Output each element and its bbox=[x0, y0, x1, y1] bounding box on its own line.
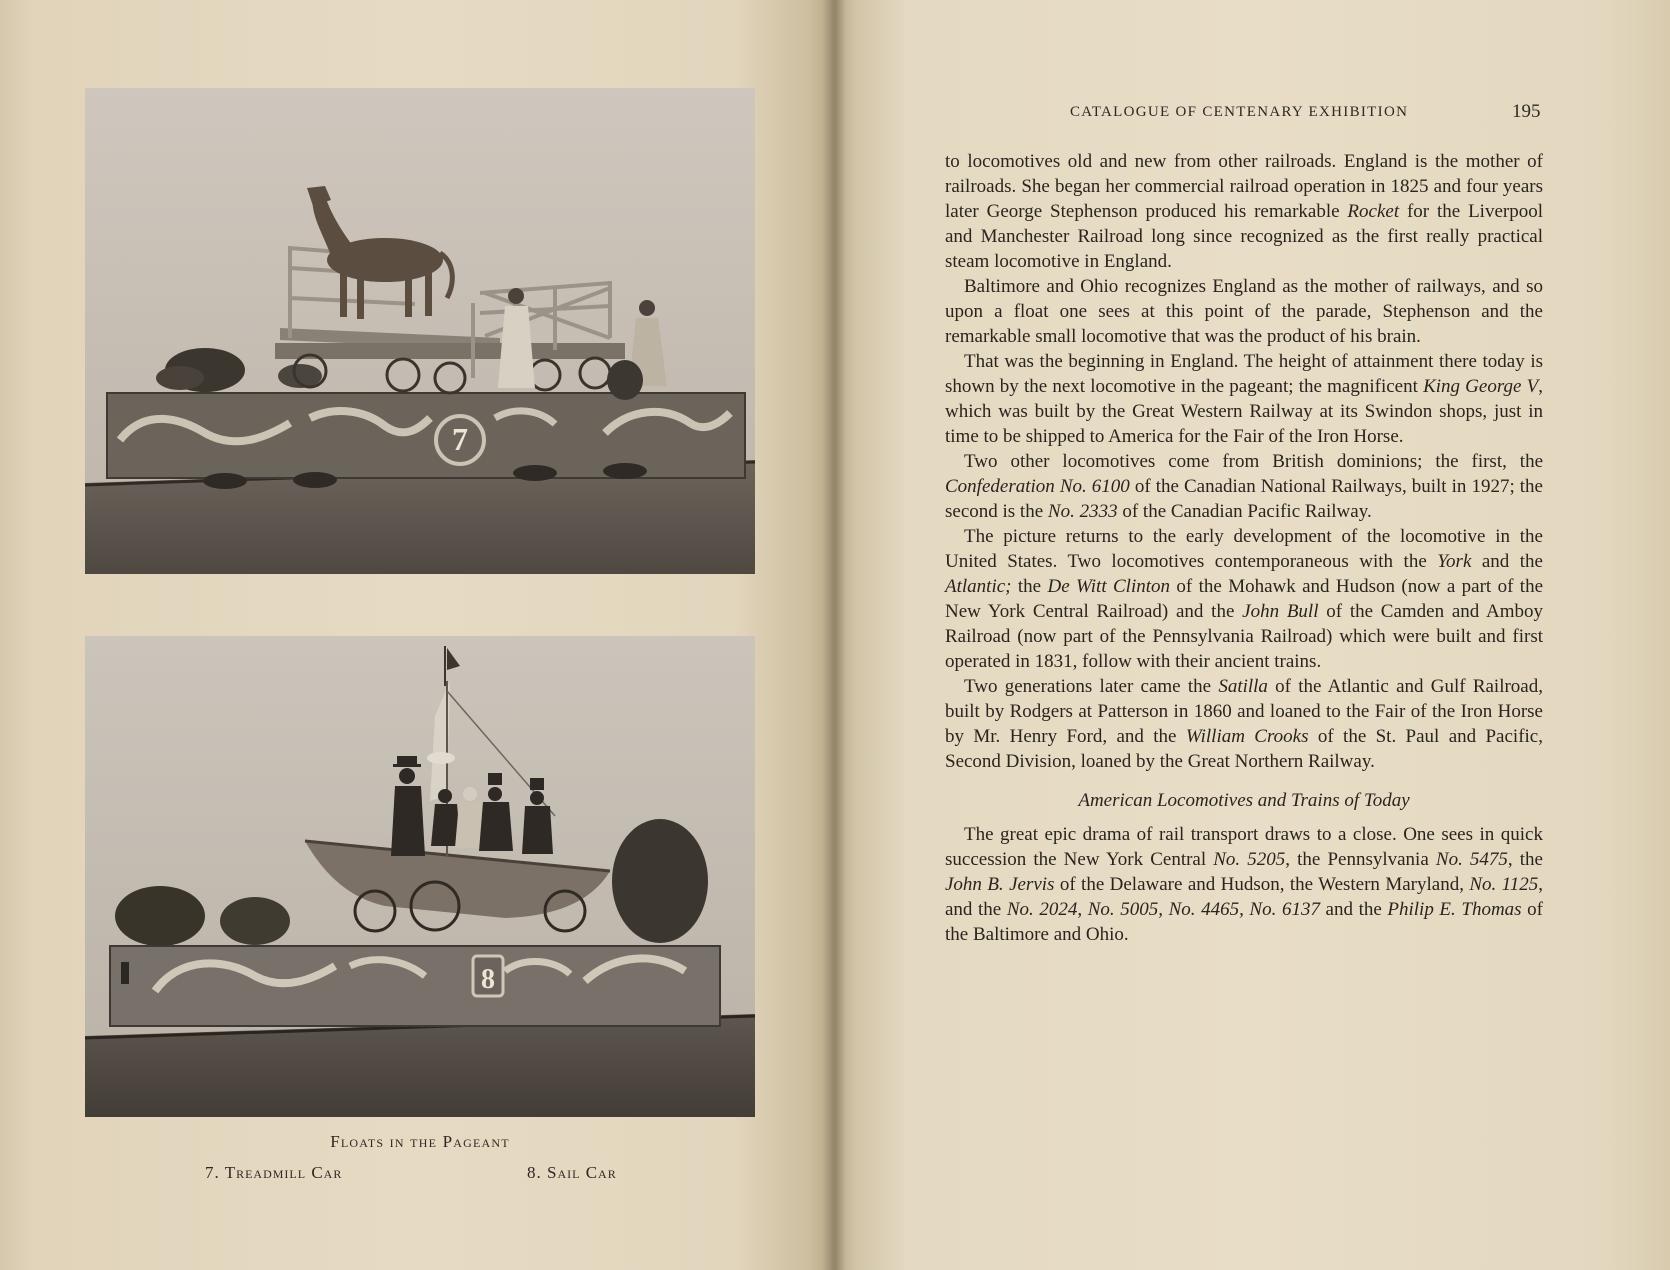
paragraph-6: Two generations later came the Satilla of the Atlantic and Gulf Railroad, built by Rodgers at Patterson in 1860 and loaned to the Fair of the Iron Horse by Mr. Henry Ford, and the William Crooks of the St. Paul and Pacific, Second Division, loaned by the Great Northern Railway. bbox=[945, 676, 1543, 772]
photo-treadmill-car bbox=[85, 88, 755, 574]
section-heading: American Locomotives and Trains of Today bbox=[1078, 790, 1410, 811]
paragraph-3: That was the beginning in England. The height of attainment there today is shown by the next locomotive in the pageant; the magnificent King George V, which was built by the Great Western Railway at its Swindon shops, just in time to be shipped to America for the Fair of the Iron Horse. bbox=[945, 351, 1543, 447]
paragraph-1: to locomotives old and new from other railroads. England is the mother of railroads. She began her commercial railroad operation in 1825 and four years later George Stephenson produced his remarkable Rocket for the Liverpool and Manchester Railroad long since recognized as the first really practical steam locomotive in England. bbox=[945, 151, 1543, 272]
paragraph-5: The picture returns to the early development of the locomotive in the United States. Two locomotives contemporaneous with the York and the Atlantic; the De Witt Clinton of the Mohawk and Hudson (now a part of the New York Central Railroad) and the John Bull of the Camden and Amboy Railroad (now part of the Pennsylvania Railroad) which were built and first operated in 1831, follow with their ancient trains. bbox=[945, 526, 1544, 672]
page-number: 195 bbox=[1512, 101, 1541, 122]
paragraph-2: Baltimore and Ohio recognizes England as the mother of railways, and so upon a float one sees at this point of the parade, Stephenson and the remarkable small locomotive that was the product of his brain. bbox=[945, 276, 1543, 347]
running-head: CATALOGUE OF CENTENARY EXHIBITION bbox=[1070, 104, 1409, 120]
paragraph-4: Two other locomotives come from British dominions; the first, the Confederation No. 6100 of the Canadian National Railways, built in 1927; the second is the No. 2333 of the Canadian Pacific Railway. bbox=[945, 451, 1543, 522]
paragraph-7: The great epic drama of rail transport draws to a close. One sees in quick succession the New York Central No. 5205, the Pennsylvania No. 5475, the John B. Jervis of the Delaware and Hudson, the Western Maryland, No. 1125, and the No. 2024, No. 5005, No. 4465, No. 6137 and the Philip E. Thomas of the Baltimore and Ohio. bbox=[945, 824, 1543, 945]
photo-caption-item-7: 7. Treadmill Car bbox=[205, 1163, 343, 1182]
float-number-7: 7 bbox=[452, 421, 468, 457]
photo-sail-car bbox=[85, 636, 755, 1117]
photo-caption-item-8: 8. Sail Car bbox=[527, 1163, 617, 1182]
book-gutter bbox=[822, 0, 846, 1270]
photo-caption-title: Floats in the Pageant bbox=[330, 1132, 510, 1151]
body-text bbox=[945, 149, 1543, 947]
float-number-8: 8 bbox=[481, 964, 495, 995]
